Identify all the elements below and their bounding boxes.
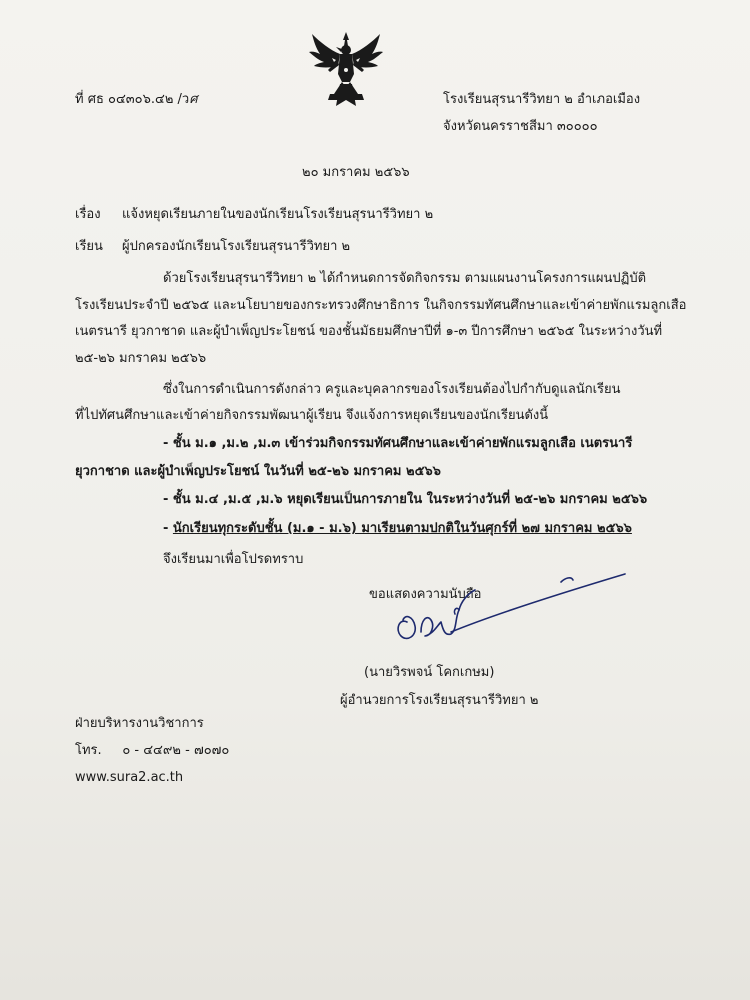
school-address-line2: จังหวัดนครราชสีมา ๓๐๐๐๐ [443, 119, 598, 134]
para1-line2: โรงเรียนประจำปี ๒๕๖๕ และนโยบายของกระทรวงศึกษาธิการ ในกิจกรรมทัศนศึกษาและเข้าค่ายพักแรมลูกเสือ [75, 298, 687, 313]
to-text: ผู้ปกครองนักเรียนโรงเรียนสุรนารีวิทยา ๒ [122, 239, 351, 254]
item3-text: นักเรียนทุกระดับชั้น (ม.๑ - ม.๖) มาเรียนตามปกติในวันศุกร์ที่ ๒๗ มกราคม ๒๕๖๖ [172, 521, 632, 536]
website: www.sura2.ac.th [75, 770, 184, 785]
school-address-line1: โรงเรียนสุรนารีวิทยา ๒ อำเภอเมือง [443, 92, 641, 107]
signature-icon [385, 570, 635, 660]
subject-label: เรื่อง [75, 207, 101, 222]
para1-line3: เนตรนารี ยุวกาชาด และผู้บำเพ็ญประโยชน์ ของชั้นมัธยมศึกษาปีที่ ๑-๓ ปีการศึกษา ๒๕๖๕ ในระหว่างวันที่ [75, 324, 663, 339]
telephone: โทร. ๐ - ๔๔๙๒ - ๗๐๗๐ [75, 743, 230, 758]
to-label: เรียน [75, 239, 103, 254]
signer-name: (นายวิรพจน์ โคกเกษม) [364, 665, 495, 680]
item1-line2: ยุวกาชาด และผู้บำเพ็ญประโยชน์ ในวันที่ ๒๕-๒๖ มกราคม ๒๕๖๖ [75, 464, 441, 479]
garuda-emblem-icon [306, 30, 386, 110]
item1-line1: - ชั้น ม.๑ ,ม.๒ ,ม.๓ เข้าร่วมกิจกรรมทัศนศึกษาและเข้าค่ายพักแรมลูกเสือ เนตรนารี [163, 436, 633, 451]
item2: - ชั้น ม.๔ ,ม.๕ ,ม.๖ หยุดเรียนเป็นการภายใน ในระหว่างวันที่ ๒๕-๒๖ มกราคม ๒๕๖๖ [163, 492, 648, 507]
closing-request: จึงเรียนมาเพื่อโปรดทราบ [163, 552, 304, 567]
item3: - นักเรียนทุกระดับชั้น (ม.๑ - ม.๖) มาเรียนตามปกติในวันศุกร์ที่ ๒๗ มกราคม ๒๕๖๖ [163, 521, 632, 536]
para2-line1: ซึ่งในการดำเนินการดังกล่าว ครูและบุคลากรของโรงเรียนต้องไปกำกับดูแลนักเรียน [163, 382, 621, 397]
letter-date: ๒๐ มกราคม ๒๕๖๖ [302, 165, 410, 180]
para1-line1: ด้วยโรงเรียนสุรนารีวิทยา ๒ ได้กำหนดการจัดกิจกรรม ตามแผนงานโครงการแผนปฏิบัติ [163, 271, 647, 286]
reference-number: ที่ ศธ ๐๔๓๐๖.๔๒ /วศ [75, 92, 198, 107]
department: ฝ่ายบริหารงานวิชาการ [75, 716, 204, 731]
ref-handwritten: ศ [189, 92, 198, 107]
subject-text: แจ้งหยุดเรียนภายในของนักเรียนโรงเรียนสุรนารีวิทยา ๒ [122, 207, 434, 222]
signer-title: ผู้อำนวยการโรงเรียนสุรนารีวิทยา ๒ [340, 693, 539, 708]
para1-line4: ๒๕-๒๖ มกราคม ๒๕๖๖ [75, 351, 207, 366]
para2-line2: ที่ไปทัศนศึกษาและเข้าค่ายกิจกรรมพัฒนาผู้เรียน จึงแจ้งการหยุดเรียนของนักเรียนดังนี้ [75, 408, 549, 423]
closing-salutation: ขอแสดงความนับถือ [369, 587, 482, 602]
